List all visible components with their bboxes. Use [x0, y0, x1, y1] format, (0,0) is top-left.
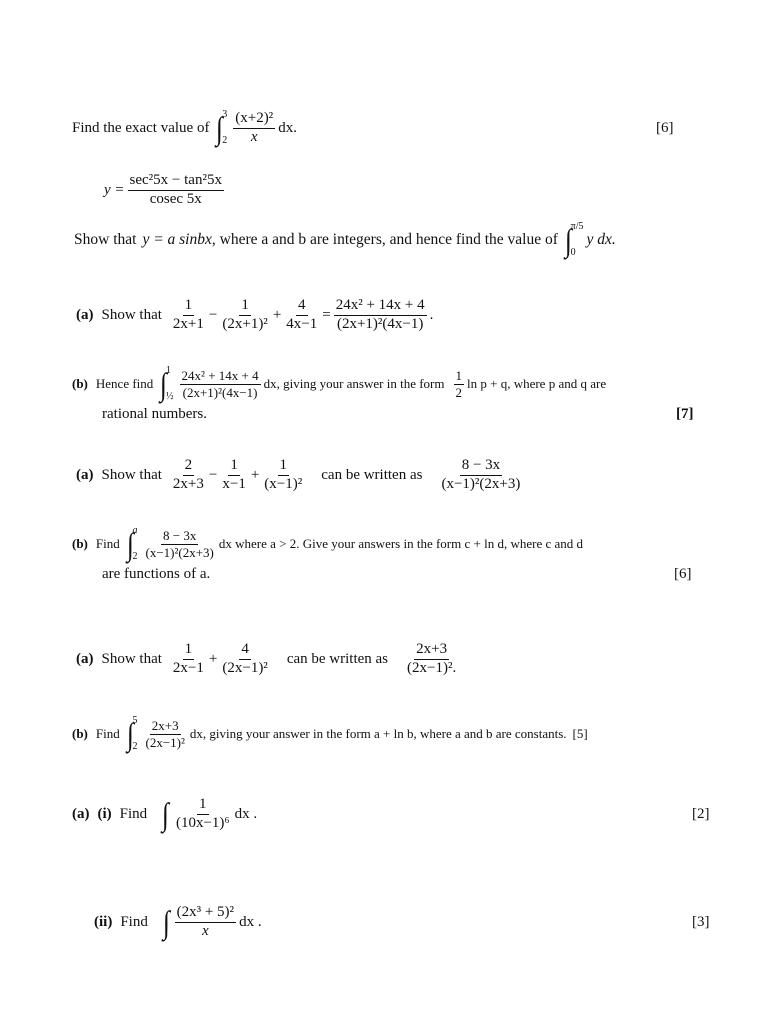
plus-sign: +: [208, 650, 218, 667]
integral-sign-icon: ∫: [564, 222, 572, 258]
q1-integrand-num: (x+2)²: [233, 111, 275, 129]
q5a-f1-den: 2x−1: [172, 659, 204, 676]
q1-marks: [6]: [656, 120, 674, 136]
q6ai-dx: dx .: [234, 805, 258, 822]
q3b-half-num: 1: [455, 367, 462, 383]
q1-integral: [215, 110, 229, 146]
q6ai-num: 1: [197, 797, 209, 815]
q4b-integral: [126, 526, 140, 562]
q5b-text: Find: [95, 726, 120, 741]
q3a-f2-den: (2x+1)²: [222, 315, 268, 332]
q6aii-label: (ii): [94, 913, 113, 930]
q4b-rest: dx where a > 2. Give your answers in the form c + ln d, where c and d: [218, 536, 583, 551]
q1-line: [72, 105, 297, 151]
q3a-rhs-den: (2x+1)²(4x−1): [336, 315, 424, 332]
q6ai-label: (i): [97, 805, 112, 822]
q3a-f3-den: 4x−1: [286, 315, 318, 332]
q3a-text: Show that: [101, 306, 162, 323]
q6aii-text: Find: [120, 913, 148, 930]
q5b-integral: [126, 716, 140, 752]
q5a-rhs-den: (2x−1)².: [407, 659, 457, 676]
q4b-text: Find: [95, 536, 120, 551]
q2-upper: π/5: [570, 221, 584, 232]
q3b-line2: rational numbers.: [102, 406, 207, 422]
q6ai-den: (10x−1)⁶: [175, 814, 230, 831]
q1-integrand-den: x: [250, 128, 258, 145]
q5a-can-text: can be written as: [286, 650, 389, 667]
q5a-text: Show that: [101, 650, 162, 667]
q5b-label: (b): [72, 726, 88, 741]
integral-sign-icon: ∫: [162, 796, 170, 832]
q1-text: Find the exact value of: [72, 119, 210, 136]
q2-fraction: [128, 173, 224, 208]
q5b-integrand-den: (2x−1)²: [145, 734, 185, 750]
q3b-half-den: 2: [455, 384, 462, 400]
q4b-label: (b): [72, 536, 88, 551]
q3b-integrand-den: (2x+1)²(4x−1): [182, 384, 258, 400]
q4a-f1-den: 2x+3: [172, 475, 204, 492]
q2-frac-den: cosec 5x: [149, 190, 202, 207]
q4a-f1-num: 2: [183, 458, 195, 476]
q3b-label: (b): [72, 376, 88, 391]
q5a-f2-den: (2x−1)²: [222, 659, 268, 676]
plus-sign: +: [272, 306, 282, 323]
minus-sign: −: [208, 306, 218, 323]
integral-sign-icon: ∫: [162, 904, 170, 940]
q5a-f1-num: 1: [183, 642, 195, 660]
q3b-lower: ½: [166, 391, 174, 402]
q4b-integrand-num: 8 − 3x: [163, 527, 197, 543]
q6aii-line: [94, 898, 262, 946]
q1-integrand: [233, 111, 275, 146]
q4a-rhs-num: 8 − 3x: [460, 458, 502, 476]
q2-integrand: y dx.: [586, 231, 616, 248]
q3-marks: [7]: [676, 406, 694, 422]
q1-dx: dx.: [278, 119, 297, 136]
q5b-line: [72, 712, 588, 756]
q4b-line: [72, 522, 583, 566]
q4a-f2-num: 1: [228, 458, 240, 476]
q2-lower: 0: [570, 247, 576, 258]
q3b-integral: [159, 366, 175, 402]
q5-marks: [5]: [572, 726, 588, 741]
q6aii-num: (2x³ + 5)²: [175, 905, 236, 923]
integral-sign-icon: ∫: [216, 110, 224, 146]
q2-show-line: [74, 218, 616, 262]
q2-show-rest: , where a and b are integers, and hence find the value of: [211, 231, 558, 248]
q4a-f3-den: (x−1)²: [264, 475, 303, 492]
q3a-f3-num: 4: [296, 298, 308, 316]
q3a-rhs-num: 24x² + 14x + 4: [334, 298, 427, 316]
q4b-lower: 2: [132, 551, 138, 562]
q5a-line: [76, 640, 461, 678]
q3a-f1-den: 2x+1: [172, 315, 204, 332]
q4a-line: [76, 456, 525, 494]
q5b-lower: 2: [132, 741, 138, 752]
q3a-line: [76, 296, 433, 334]
q4a-can-text: can be written as: [321, 466, 423, 483]
q3b-form-rest: ln p + q, where p and q are: [467, 376, 607, 391]
q5b-rest: dx, giving your answer in the form a + ln b, where a and b are constants.: [189, 726, 567, 741]
q1-lower: 2: [222, 135, 228, 146]
q4a-label: (a): [76, 466, 94, 483]
q4a-rhs-den: (x−1)²(2x+3): [441, 475, 521, 492]
q4a-text: Show that: [101, 466, 162, 483]
q4-marks: [6]: [674, 566, 692, 582]
q2-integral: [564, 222, 586, 258]
q3a-label: (a): [76, 306, 94, 323]
integral-sign-icon: ∫: [160, 366, 168, 402]
q5a-label: (a): [76, 650, 94, 667]
equals-sign: =: [322, 306, 331, 323]
q4b-integrand-den: (x−1)²(2x+3): [145, 544, 214, 560]
q3a-f2-num: 1: [239, 298, 251, 316]
q3b-upper: 1: [166, 365, 172, 376]
q2-show-expr: y = a sinbx: [142, 231, 212, 248]
plus-sign: +: [250, 466, 260, 483]
q2-definition: [104, 170, 227, 210]
q1-upper: 3: [222, 109, 228, 120]
q2-y-lhs: y =: [104, 181, 125, 198]
q3b-integrand-num: 24x² + 14x + 4: [181, 367, 259, 383]
q2-frac-num: sec²5x − tan²5x: [128, 173, 224, 191]
q5a-rhs-num: 2x+3: [414, 642, 449, 660]
q6ai-marks: [2]: [692, 806, 710, 822]
q5a-f2-num: 4: [239, 642, 251, 660]
q6aii-marks: [3]: [692, 914, 710, 930]
integral-sign-icon: ∫: [126, 716, 134, 752]
q6aii-integral: [162, 906, 171, 938]
q2-show-text: Show that: [74, 231, 137, 248]
minus-sign: −: [208, 466, 218, 483]
q4b-upper: a: [132, 525, 138, 536]
q6ai-integral: [161, 798, 170, 830]
q3b-text: Hence find: [95, 376, 154, 391]
q6aii-den: x: [202, 922, 209, 939]
q3a-f1-num: 1: [183, 298, 195, 316]
q3b-rest1: dx, giving your answer in the form: [263, 376, 445, 391]
q4a-f3-num: 1: [278, 458, 290, 476]
q6a-label: (a): [72, 805, 90, 822]
integral-sign-icon: ∫: [126, 526, 134, 562]
q4a-f2-den: x−1: [222, 475, 246, 492]
q6ai-line: [72, 792, 257, 836]
q3b-line: [72, 362, 606, 406]
q5b-upper: 5: [132, 715, 138, 726]
q6aii-dx: dx .: [239, 913, 262, 930]
q5b-integrand-num: 2x+3: [151, 717, 179, 733]
period: .: [429, 306, 434, 323]
q4b-line2: are functions of a.: [102, 566, 211, 582]
q6ai-text: Find: [119, 805, 148, 822]
